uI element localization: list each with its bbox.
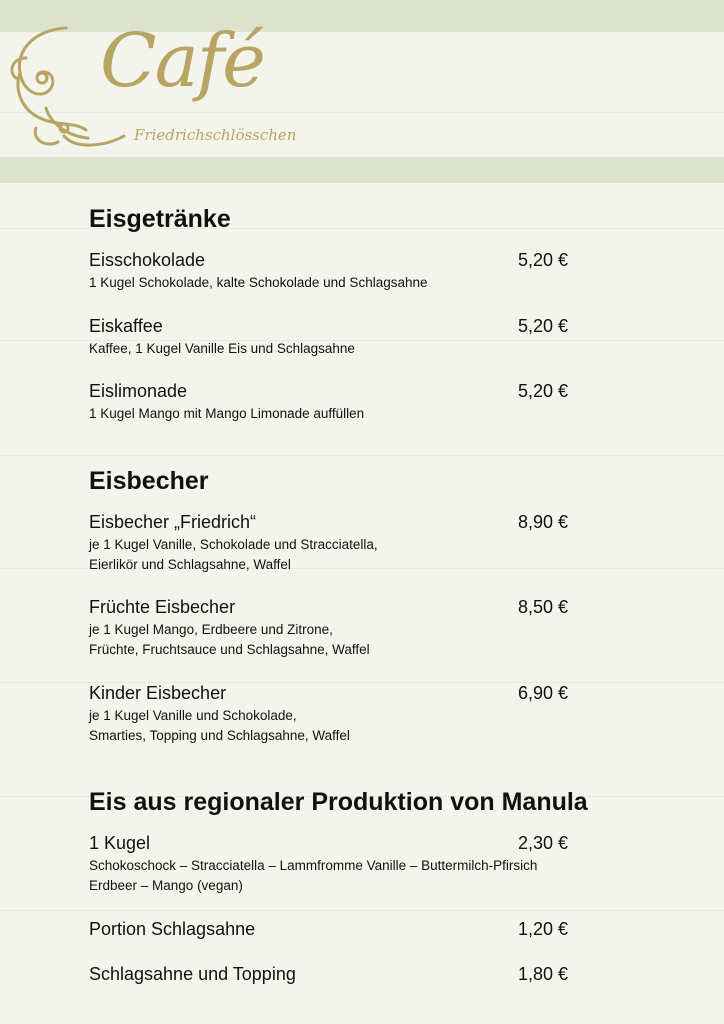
menu-item-description: je 1 Kugel Vanille und Schokolade,	[89, 708, 297, 723]
menu-item-name: Eislimonade	[89, 381, 188, 401]
menu-item-name: Eiskaffee	[89, 316, 163, 336]
menu-item-price: 5,20 €	[518, 316, 569, 336]
menu-item-name: Früchte Eisbecher	[89, 597, 236, 617]
logo-word: Café	[100, 18, 264, 104]
menu-item-name: Eisbecher „Friedrich“	[89, 512, 257, 532]
divider	[0, 455, 724, 456]
menu-item-price: 2,30 €	[518, 833, 569, 853]
menu-item-price: 5,20 €	[518, 381, 569, 401]
menu-item-description: 1 Kugel Mango mit Mango Limonade auffüllen	[89, 406, 365, 421]
menu-item-name: Portion Schlagsahne	[89, 919, 256, 939]
cafe-logo	[6, 18, 306, 158]
menu-item-description: 1 Kugel Schokolade, kalte Schokolade und Schlagsahne	[89, 275, 428, 290]
section-title-manula: Eis aus regionaler Produktion von Manula	[89, 788, 588, 816]
menu-item-price: 1,80 €	[518, 964, 569, 984]
menu-item-price: 1,20 €	[518, 919, 569, 939]
header-band	[0, 157, 724, 183]
divider	[0, 910, 724, 911]
section-title-eisgetraenke: Eisgetränke	[89, 205, 231, 233]
menu-item-name: 1 Kugel	[89, 833, 151, 853]
menu-item-name: Kinder Eisbecher	[89, 683, 227, 703]
menu-item-name: Eisschokolade	[89, 250, 206, 270]
menu-item-description: Kaffee, 1 Kugel Vanille Eis und Schlagsahne	[89, 341, 355, 356]
menu-item-price: 6,90 €	[518, 683, 569, 703]
menu-item-description: Eierlikör und Schlagsahne, Waffel	[89, 557, 291, 572]
menu-item-price: 8,90 €	[518, 512, 569, 532]
menu-item-price: 8,50 €	[518, 597, 569, 617]
logo-subtitle: Friedrichschlösschen	[134, 126, 297, 144]
menu-item-description: je 1 Kugel Vanille, Schokolade und Stracciatella,	[89, 537, 378, 552]
menu-item-name: Schlagsahne und Topping	[89, 964, 296, 984]
menu-item-description: Schokoschock – Stracciatella – Lammfromme Vanille – Buttermilch-Pfirsich	[89, 858, 538, 873]
menu-item-description: Smarties, Topping und Schlagsahne, Waffel	[89, 728, 350, 743]
menu-item-description: Früchte, Fruchtsauce und Schlagsahne, Waffel	[89, 642, 370, 657]
menu-item-description: je 1 Kugel Mango, Erdbeere und Zitrone,	[89, 622, 333, 637]
section-title-eisbecher: Eisbecher	[89, 467, 209, 495]
menu-item-description: Erdbeer – Mango (vegan)	[89, 878, 243, 893]
menu-item-price: 5,20 €	[518, 250, 569, 270]
